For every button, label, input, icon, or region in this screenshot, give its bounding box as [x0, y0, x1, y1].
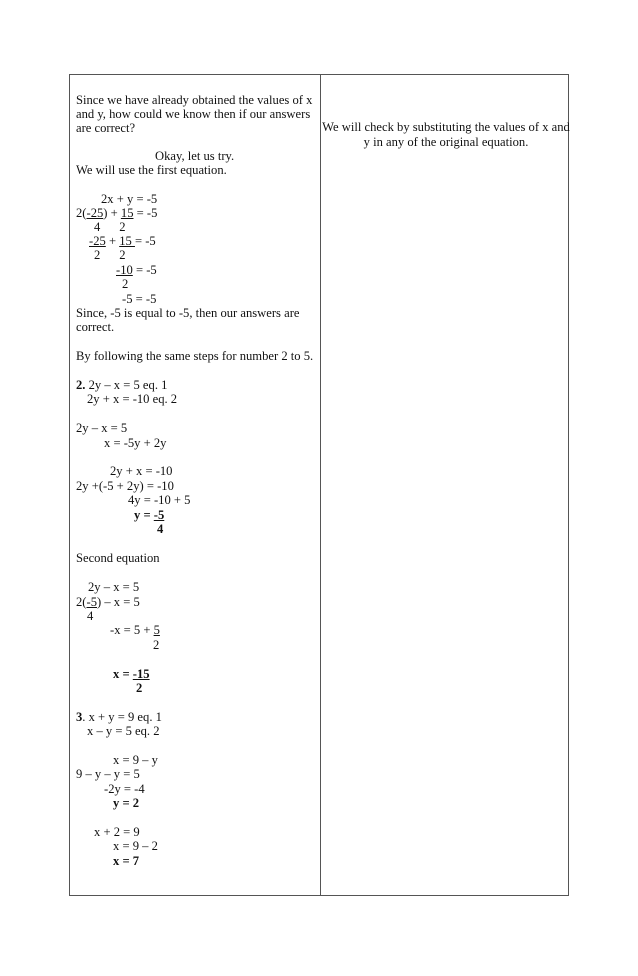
sub1-numerator-y: 15 [120, 206, 134, 220]
p3-step-f: x = 9 – 2 [113, 839, 158, 853]
second-step-b-denominator: 4 [87, 609, 94, 623]
second-step-b-numerator: -5 [86, 595, 97, 609]
problem-2-eq1 [76, 378, 167, 392]
p2-step-d: 2y +(-5 + 2y) = -10 [76, 479, 174, 493]
problem-3-eq1 [76, 710, 162, 724]
p3-answer-y: y = 2 [113, 796, 140, 810]
second-step-c-part: -x = 5 + [110, 623, 154, 637]
denominator-3: 2 [122, 277, 129, 291]
sub3-part: = -5 [132, 263, 157, 277]
sub3-numerator: -10 [116, 263, 133, 277]
problem-2-number: 2. [76, 378, 86, 392]
right-column-note: We will check by substituting the values of x and y in any of the original equation. [322, 120, 570, 149]
p2-step-b: x = -5y + 2y [104, 436, 167, 450]
p2-step-a: 2y – x = 5 [76, 421, 128, 435]
p3-answer-x: x = 7 [113, 854, 140, 868]
result-equation: -5 = -5 [122, 292, 157, 306]
p3-step-b: 9 – y – y = 5 [76, 767, 140, 781]
denominators-1: 4 2 [94, 220, 126, 234]
p2-answer-numerator: -5 [153, 508, 165, 522]
p2-answer-denominator: 4 [157, 522, 164, 536]
following-text: By following the same steps for number 2 to 5. [76, 349, 314, 363]
second-equation-label: Second equation [76, 551, 160, 565]
p2-answer-x-denominator: 2 [136, 681, 143, 695]
substitution-1 [76, 206, 157, 220]
since-line-1: Since, -5 is equal to -5, then our answers are [76, 306, 300, 320]
sub1-numerator-x: -25 [86, 206, 104, 220]
intro-line-2: and y, how could we know then if our answers [76, 107, 311, 121]
p3-step-c: -2y = -4 [104, 782, 145, 796]
use-first-text: We will use the first equation. [76, 163, 227, 177]
second-step-b-part: 2( [76, 595, 87, 609]
p2-answer-label: y = [134, 508, 154, 522]
substitution-2 [89, 234, 156, 248]
second-step-b-part: ) – x = 5 [97, 595, 140, 609]
sub1-part: 2( [76, 206, 87, 220]
problem-2-eq2: 2y + x = -10 eq. 2 [87, 392, 178, 406]
second-step-c [110, 623, 160, 637]
p2-step-e: 4y = -10 + 5 [128, 493, 191, 507]
denominators-2: 2 2 [94, 248, 126, 262]
problem-3-eq2: x – y = 5 eq. 2 [87, 724, 160, 738]
p3-step-e: x + 2 = 9 [94, 825, 140, 839]
sub2-numerator-y: 15 [119, 234, 135, 248]
p2-answer-x-numerator: -15 [132, 667, 150, 681]
sub2-numerator-x: -25 [89, 234, 106, 248]
second-step-b [76, 595, 140, 609]
intro-line-3: are correct? [76, 121, 136, 135]
substitution-3 [116, 263, 157, 277]
p2-answer-x [113, 667, 150, 681]
sub2-part: = -5 [134, 234, 156, 248]
second-step-c-denominator: 2 [153, 638, 160, 652]
p2-answer-y [134, 508, 164, 522]
intro-line-1: Since we have already obtained the values of x [76, 93, 313, 107]
column-divider [320, 75, 321, 895]
sub1-part: = -5 [133, 206, 158, 220]
problem-3-eq1-text: . x + y = 9 eq. 1 [82, 710, 162, 724]
p2-step-c: 2y + x = -10 [110, 464, 173, 478]
content-table [69, 74, 569, 896]
p2-answer-x-label: x = [113, 667, 133, 681]
second-step-c-numerator: 5 [153, 623, 160, 637]
equation-2x: 2x + y = -5 [101, 192, 158, 206]
since-line-2: correct. [76, 320, 115, 334]
problem-3-number: 3 [76, 710, 83, 724]
sub1-part: ) + [103, 206, 121, 220]
sub2-part: + [105, 234, 120, 248]
p3-step-a: x = 9 – y [113, 753, 158, 767]
second-step-a: 2y – x = 5 [88, 580, 140, 594]
okay-text: Okay, let us try. [155, 149, 235, 163]
problem-2-eq1-text: 2y – x = 5 eq. 1 [85, 378, 168, 392]
